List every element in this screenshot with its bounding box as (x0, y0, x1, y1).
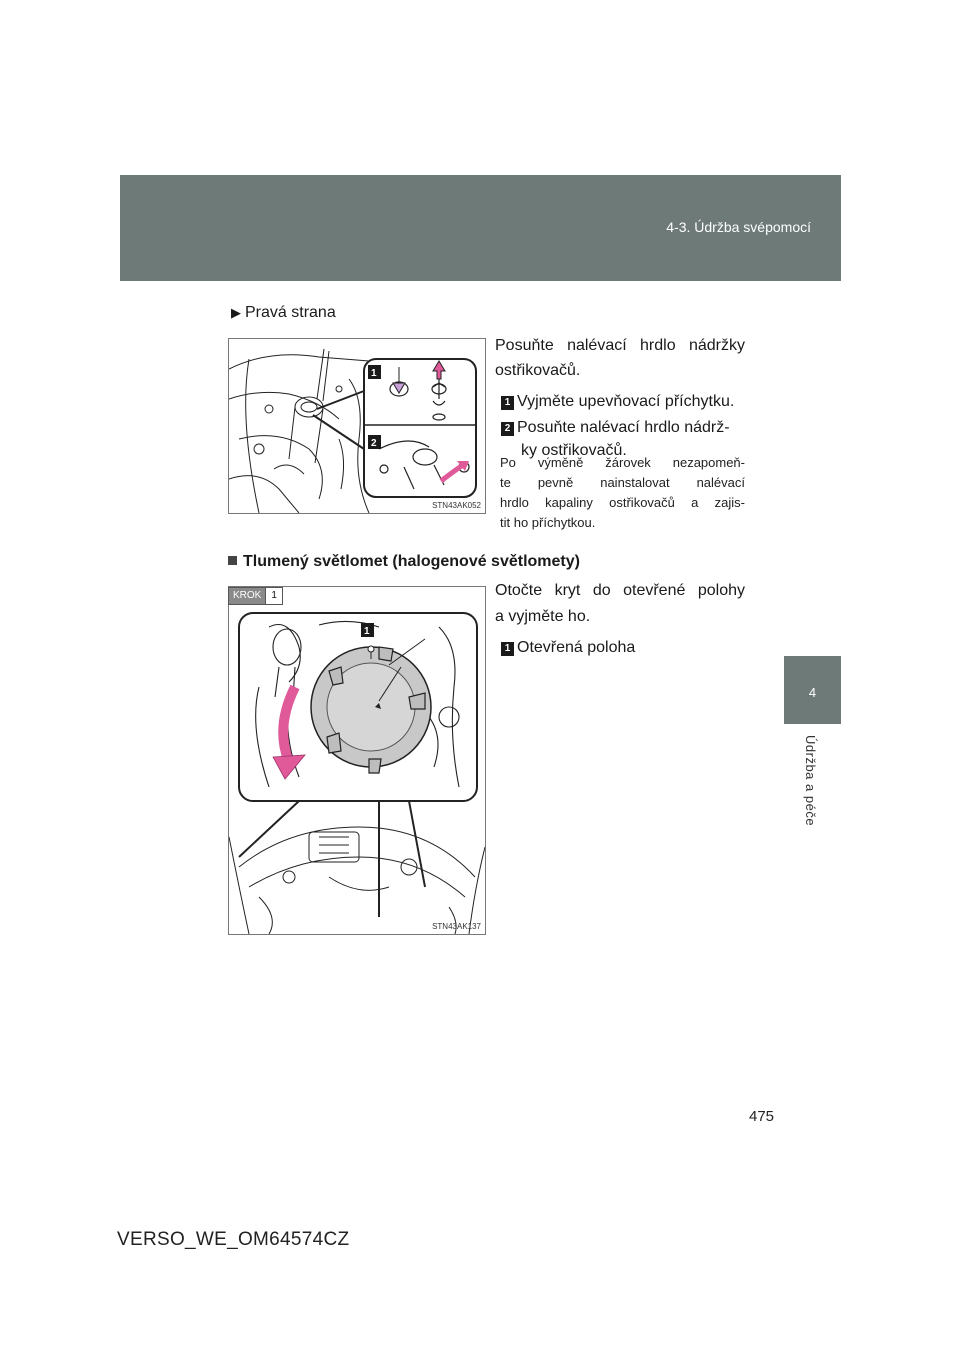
washer-filler-figure (228, 338, 486, 514)
square-bullet-icon (228, 556, 237, 565)
step-badge-number: 1 (265, 588, 282, 604)
chapter-tab (784, 656, 841, 724)
note-block (500, 453, 745, 533)
step-text-continued: ky ostřikovačů. (521, 442, 627, 459)
note-line: hrdlo kapaliny ostřikovačů a zajis- (500, 495, 745, 510)
instruction-line: Otočte kryt do otevřené polohy (495, 582, 745, 599)
figure-code: STN43AK137 (432, 922, 481, 931)
step-text: Posuňte nalévací hrdlo nádrž- (517, 419, 730, 436)
headlight-illustration (229, 587, 485, 934)
instruction-line: a vyjměte ho. (495, 608, 591, 625)
note-line: te pevně nainstalovat nalévací (500, 475, 745, 490)
figure-code: STN43AK052 (432, 501, 481, 510)
sub-heading-text: Pravá strana (245, 304, 336, 321)
step-number-badge: 2 (501, 422, 514, 436)
step-item (501, 415, 751, 440)
chapter-number: 4 (808, 685, 817, 700)
step-text: Otevřená poloha (517, 639, 636, 656)
step-number-badge: 1 (501, 642, 514, 656)
step-item (501, 389, 751, 414)
engine-bay-illustration (229, 339, 485, 513)
document-code: VERSO_WE_OM64574CZ (117, 1229, 350, 1250)
header-band (120, 175, 841, 281)
step-badge-label: KROK (229, 588, 265, 604)
section-heading-low-beam (228, 553, 580, 571)
svg-text:1: 1 (364, 626, 370, 637)
step-text: Vyjměte upevňovací příchytku. (517, 393, 735, 410)
triangle-bullet-icon: ▶ (231, 305, 241, 320)
chapter-label: Údržba a péče (803, 735, 818, 827)
instruction-line: ostřikovačů. (495, 362, 581, 379)
step-badge (228, 587, 283, 605)
sub-heading-right-side (231, 304, 336, 322)
instruction-line: Posuňte nalévací hrdlo nádržky (495, 337, 745, 354)
note-line: Po výměně žárovek nezapomeň- (500, 455, 745, 470)
note-line: tit ho příchytkou. (500, 515, 596, 530)
section-heading-text: Tlumený světlomet (halogenové světlomety) (243, 553, 580, 570)
svg-text:2: 2 (371, 438, 377, 449)
page-number: 475 (749, 1108, 775, 1125)
step-number-badge: 1 (501, 396, 514, 410)
headlight-figure (228, 586, 486, 935)
step-item (501, 635, 751, 660)
svg-text:1: 1 (371, 368, 377, 379)
section-title: 4-3. Údržba svépomocí (666, 219, 811, 235)
